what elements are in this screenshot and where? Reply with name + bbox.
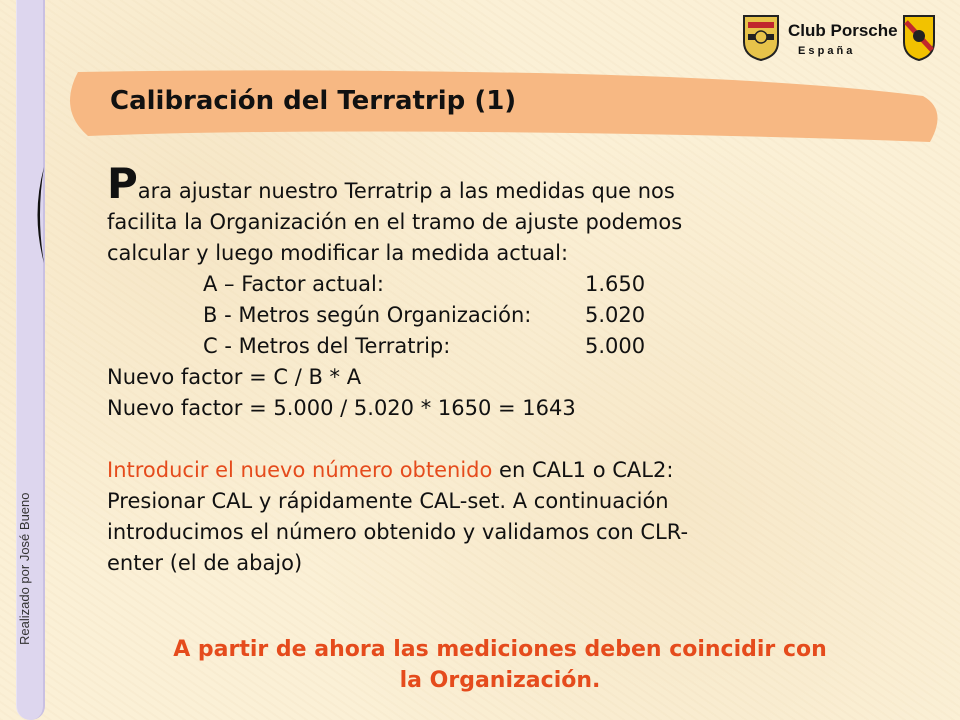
slide-title: Calibración del Terratrip (1): [110, 86, 517, 116]
final-note-line-2: la Organización.: [399, 668, 601, 693]
svg-text:E s p a ñ a: E s p a ñ a: [798, 45, 853, 57]
instruction-line-1: Introducir el nuevo número obtenido en CAL1 o CAL2:: [107, 458, 674, 482]
final-note-line-1: A partir de ahora las mediciones deben coincidir con: [173, 637, 827, 662]
final-note: [100, 634, 900, 696]
porsche-crest-icon: [744, 16, 778, 60]
instruction-line-4: enter (el de abajo): [107, 551, 303, 575]
instruction-highlight: Introducir el nuevo número obtenido: [107, 458, 493, 482]
factor-label: C - Metros del Terratrip:: [203, 334, 451, 358]
instruction-line-3: introducimos el número obtenido y validamos con CLR-: [107, 520, 689, 544]
author-credit: Realizado por José Bueno: [17, 492, 32, 645]
factor-value: 1.650: [585, 272, 646, 296]
factor-label: A – Factor actual:: [203, 272, 384, 296]
factor-row-b: [107, 300, 867, 331]
formula-line-2: Nuevo factor = 5.000 / 5.020 * 1650 = 1643: [107, 396, 576, 420]
drop-cap: P: [107, 159, 138, 208]
instruction-line-2: Presionar CAL y rápidamente CAL-set. A continuación: [107, 489, 669, 513]
main-content: [107, 159, 867, 579]
club-porsche-logo: [740, 12, 940, 62]
intro-line-1: Para ajustar nuestro Terratrip a las medidas que nos: [107, 159, 675, 208]
svg-text:Club Porsche: Club Porsche: [788, 21, 898, 40]
paragraph-spacer: [107, 424, 867, 455]
factor-row-c: [107, 331, 867, 362]
bracket-ornament: [30, 165, 46, 265]
intro-line-2: facilita la Organización en el tramo de ajuste podemos: [107, 210, 683, 234]
club-emblem-icon: [904, 16, 934, 60]
factor-row-a: [107, 269, 867, 300]
factor-value: 5.000: [585, 334, 646, 358]
intro-line-3: calcular y luego modificar la medida actual:: [107, 241, 569, 265]
formula-line-1: Nuevo factor = C / B * A: [107, 365, 362, 389]
factor-label: B - Metros según Organización:: [203, 303, 532, 327]
factor-value: 5.020: [585, 303, 646, 327]
